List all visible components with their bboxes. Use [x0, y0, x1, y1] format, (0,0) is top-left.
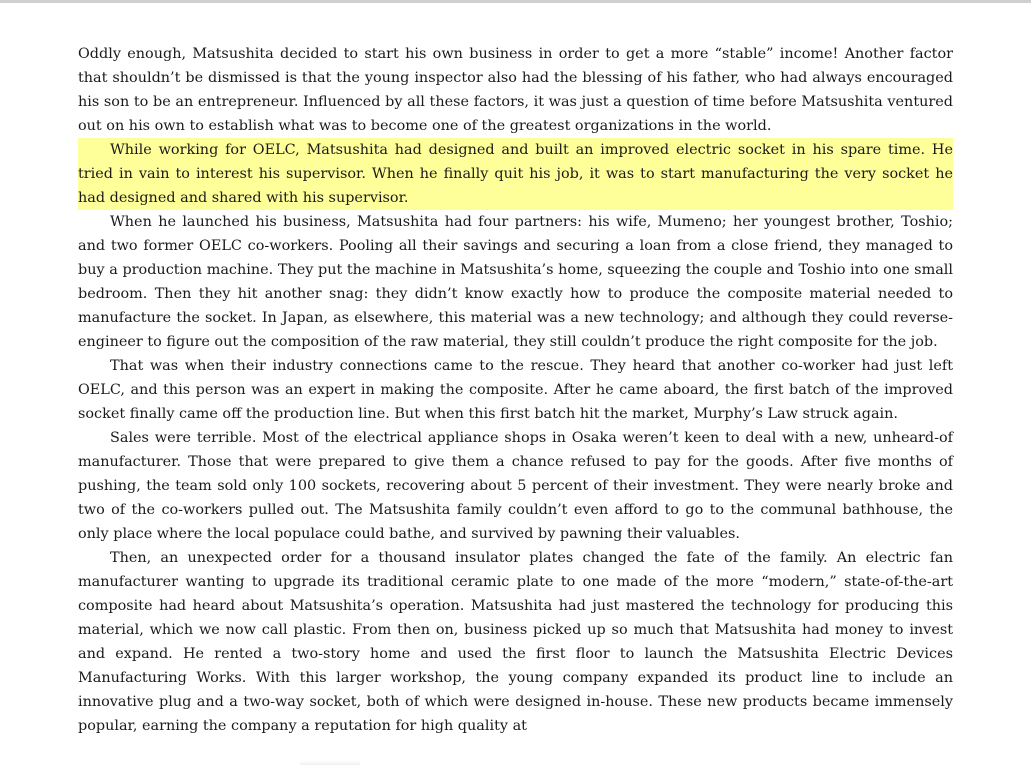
paragraph-3: When he launched his business, Matsushita had four partners: his wife, Mumeno; her youngest brother, Toshio; and two former OELC co-workers. Pooling all their savings and securing a loan from a close friend, they managed to buy a production machine. They put the machine in Matsushita’s home, squeezing the couple and Toshio into one small bedroom. Then they hit another snag: they didn’t know exactly how to produce the composite material needed to manufacture the socket. In Japan, as elsewhere, this material was a new technology; and although they could reverse-engineer to figure out the composition of the raw material, they still couldn’t produce the right composite for the job.	[78, 214, 953, 350]
page-edge-shadow	[300, 760, 360, 765]
paragraph-6: Then, an unexpected order for a thousand insulator plates changed the fate of the family. An electric fan manufacturer wanting to upgrade its traditional ceramic plate to one made of the more “modern,” state-of-the-art composite had heard about Matsushita’s operation. Matsushita had just mastered the technology for producing this material, which we now call plastic. From then on, business picked up so much that Matsushita had money to invest and expand. He rented a two-story home and used the first floor to launch the Matsushita Electric Devices Manufacturing Works. With this larger workshop, the young company expanded its product line to include an innovative plug and a two-way socket, both of which were designed in-house. These new products became immensely popular, earning the company a reputation for high quality at	[78, 550, 953, 734]
paragraph-1: Oddly enough, Matsushita decided to start his own business in order to get a more “stable” income! Another factor that shouldn’t be dismissed is that the young inspector also had the blessing of his father, who had always encouraged his son to be an entrepreneur. Influenced by all these factors, it was just a question of time before Matsushita ventured out on his own to establish what was to become one of the greatest organizations in the world.	[78, 46, 953, 134]
top-border	[0, 0, 1031, 3]
highlighted-paragraph: While working for OELC, Matsushita had designed and built an improved electric socket in his spare time. He tried in vain to interest his supervisor. When he finally quit his job, it was to start manufacturing the very socket he had designed and shared with his supervisor.	[78, 138, 953, 210]
paragraph-4: That was when their industry connections came to the rescue. They heard that another co-worker had just left OELC, and this person was an expert in making the composite. After he came aboard, the first batch of the improved socket finally came off the production line. But when this first batch hit the market, Murphy’s Law struck again.	[78, 358, 953, 422]
paragraph-5: Sales were terrible. Most of the electrical appliance shops in Osaka weren’t keen to deal with a new, unheard-of manufacturer. Those that were prepared to give them a chance refused to pay for the goods. After five months of pushing, the team sold only 100 sockets, recovering about 5 percent of their investment. They were nearly broke and two of the co-workers pulled out. The Matsushita family couldn’t even afford to go to the communal bathhouse, the only place where the local populace could bathe, and survived by pawning their valuables.	[78, 430, 953, 542]
document-page	[78, 42, 953, 738]
